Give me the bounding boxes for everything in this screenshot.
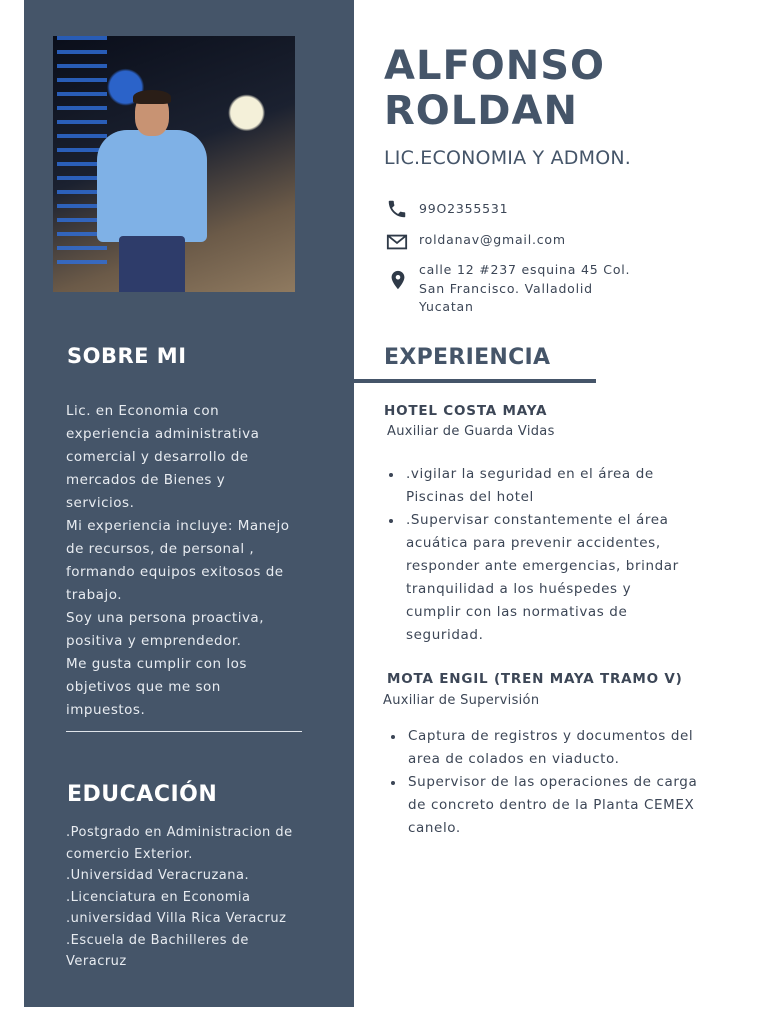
photo-person-legs xyxy=(119,236,185,292)
job-company: HOTEL COSTA MAYA xyxy=(384,403,548,419)
job-company: MOTA ENGIL (TREN MAYA TRAMO V) xyxy=(387,671,683,687)
duty-line: acuática para prevenir accidentes, xyxy=(406,535,661,551)
address-line: Yucatan xyxy=(419,299,474,314)
name-line-last: ROLDAN xyxy=(384,88,578,134)
education-heading: EDUCACIÓN xyxy=(67,782,218,807)
about-line: Me gusta cumplir con los xyxy=(66,656,247,672)
person-name xyxy=(384,44,605,134)
duty-line: area de colados en viaducto. xyxy=(408,751,620,767)
photo-person-body xyxy=(97,130,207,242)
name-line-first: ALFONSO xyxy=(384,43,606,89)
phone-number: 99O2355531 xyxy=(419,201,509,216)
mail-icon xyxy=(386,231,408,253)
email-address: roldanav@gmail.com xyxy=(419,232,566,247)
duty-item xyxy=(387,509,679,647)
duty-line: seguridad. xyxy=(406,627,484,643)
about-line: de recursos, de personal , xyxy=(66,541,255,557)
about-line: Lic. en Economia con xyxy=(66,403,220,419)
job-role: Auxiliar de Supervisión xyxy=(383,693,540,708)
about-line: objetivos que me son xyxy=(66,679,221,695)
professional-title: LIC.ECONOMIA Y ADMON. xyxy=(384,147,631,169)
duty-line: de concreto dentro de la Planta CEMEX xyxy=(408,797,695,813)
education-line: .Universidad Veracruzana. xyxy=(66,868,250,883)
duty-line: Captura de registros y documentos del xyxy=(408,728,694,744)
duty-line: .vigilar la seguridad en el área de xyxy=(406,466,654,482)
job-duties xyxy=(389,725,697,840)
phone-icon xyxy=(386,198,408,220)
education-line: comercio Exterior. xyxy=(66,846,193,862)
duty-item xyxy=(389,771,697,840)
education-line: .Postgrado en Administracion de xyxy=(66,825,293,840)
job-role: Auxiliar de Guarda Vidas xyxy=(387,424,555,439)
sidebar-divider xyxy=(66,731,302,732)
about-text xyxy=(66,400,336,722)
about-line: trabajo. xyxy=(66,587,123,603)
duty-line: canelo. xyxy=(408,820,461,836)
address-line: San Francisco. Valladolid xyxy=(419,280,593,296)
about-line: impuestos. xyxy=(66,702,146,718)
about-line: formando equipos exitosos de xyxy=(66,564,284,580)
profile-photo xyxy=(53,36,295,292)
education-line: .Escuela de Bachilleres de xyxy=(66,932,249,948)
duty-line: Piscinas del hotel xyxy=(406,489,534,505)
about-line: Mi experiencia incluye: Manejo xyxy=(66,518,290,534)
about-line: experiencia administrativa xyxy=(66,426,260,442)
experience-heading: EXPERIENCIA xyxy=(384,345,551,370)
duty-line: tranquilidad a los huéspedes y xyxy=(406,581,632,597)
about-line: mercados de Bienes y xyxy=(66,472,226,488)
address xyxy=(419,261,630,317)
education-line: .universidad Villa Rica Veracruz xyxy=(66,911,287,926)
about-line: positiva y emprendedor. xyxy=(66,633,242,649)
location-pin-icon xyxy=(387,269,409,291)
photo-person-hair xyxy=(133,90,171,104)
about-line: comercial y desarrollo de xyxy=(66,449,249,465)
education-text xyxy=(66,822,336,973)
address-line: calle 12 #237 esquina 45 Col. xyxy=(419,262,631,277)
about-line: servicios. xyxy=(66,495,135,511)
duty-line: Supervisor de las operaciones de carga xyxy=(408,774,698,790)
experience-underline xyxy=(354,379,596,383)
education-line: .Licenciatura en Economia xyxy=(66,889,251,905)
duty-line: responder ante emergencias, brindar xyxy=(406,558,679,574)
duty-item xyxy=(389,725,697,771)
about-heading: SOBRE MI xyxy=(67,344,187,368)
education-line: Veracruz xyxy=(66,954,127,969)
duty-line: cumplir con las normativas de xyxy=(406,604,628,620)
duty-item xyxy=(387,463,679,509)
duty-line: .Supervisar constantemente el área xyxy=(406,512,669,528)
job-duties xyxy=(387,463,679,647)
about-line: Soy una persona proactiva, xyxy=(66,610,264,626)
